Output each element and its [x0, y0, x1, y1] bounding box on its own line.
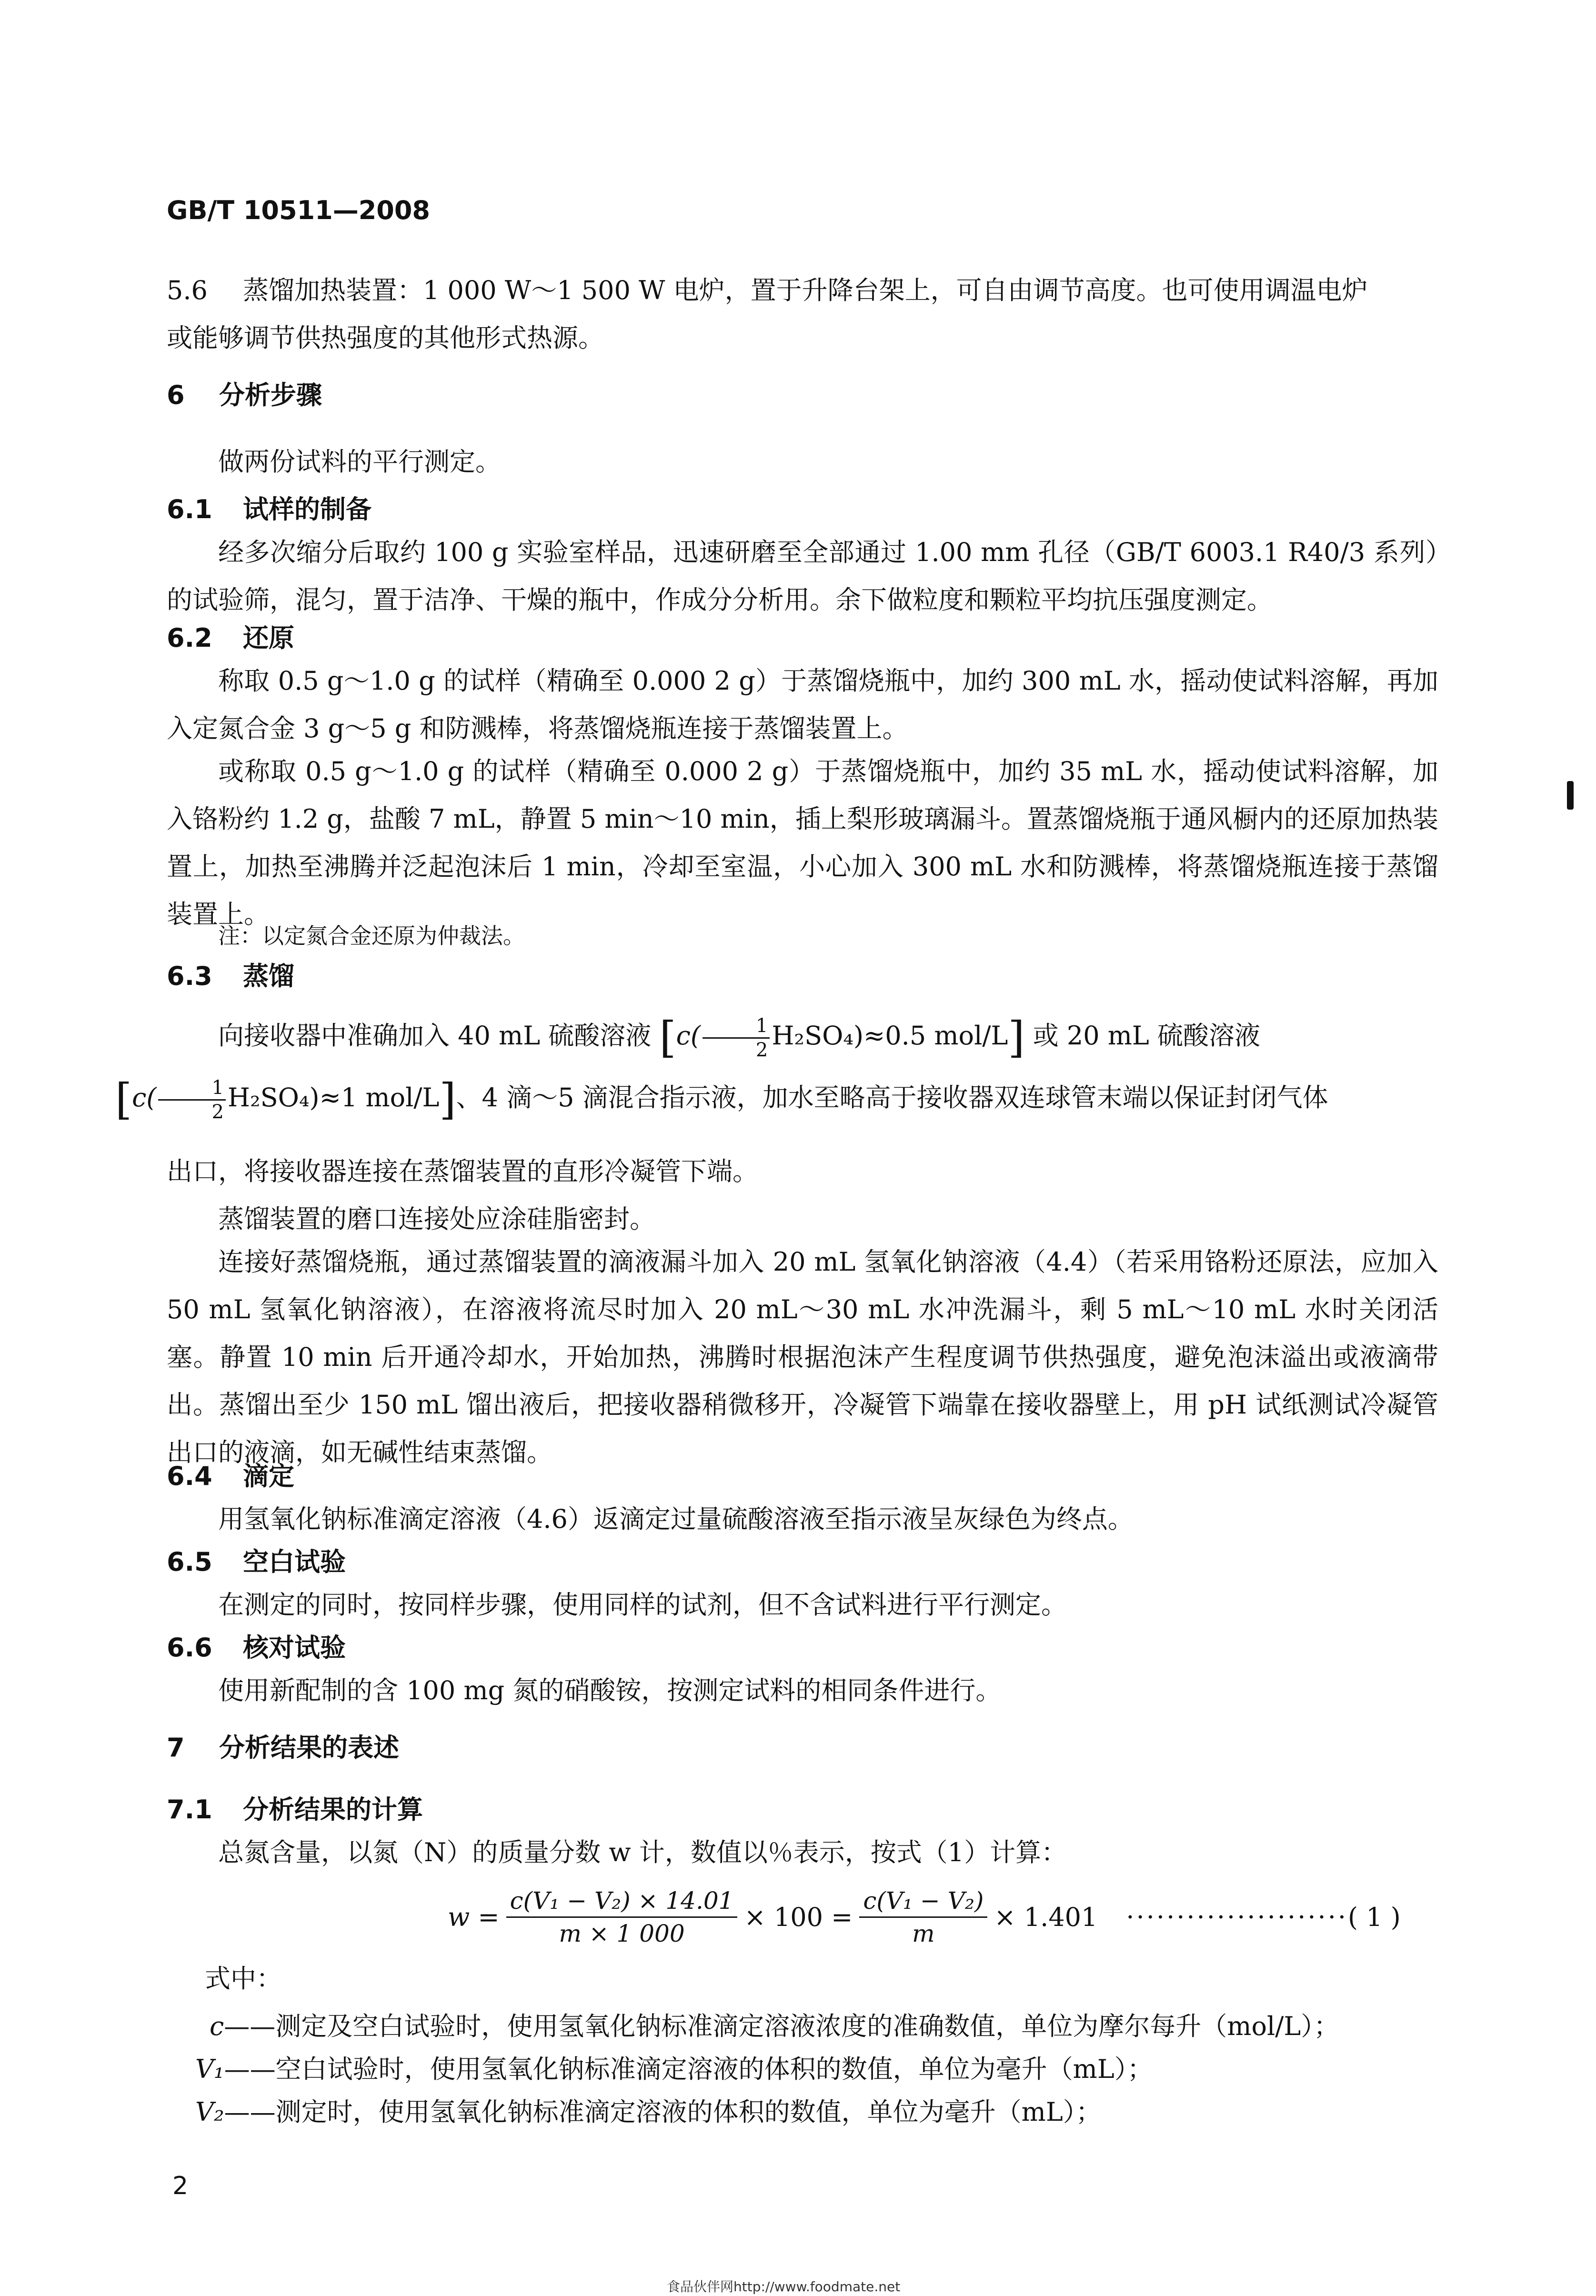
conc-symbol: c(: [676, 1021, 701, 1051]
section-7-heading: [167, 1729, 399, 1767]
section-6-6-text: 使用新配制的含 100 mg 氮的硝酸铵，按测定试料的相同条件进行。: [218, 1675, 1002, 1705]
formula-fraction-1-denominator: m × 1 000: [559, 1919, 685, 1947]
formula-lhs: w =: [448, 1902, 500, 1932]
variable-c-symbol: c: [210, 2011, 224, 2041]
fraction-numerator-2: 1: [158, 1076, 225, 1101]
fraction-half-2: [158, 1076, 225, 1123]
variable-v2: [195, 2091, 1102, 2134]
section-5-6-line2: 或能够调节供热强度的其他形式热源。: [167, 323, 604, 353]
conc-symbol-2: c(: [132, 1083, 157, 1113]
section-7-1-title: 分析结果的计算: [243, 1795, 423, 1825]
section-6-3-title: 蒸馏: [243, 961, 294, 991]
standard-number: GB/T 10511—2008: [167, 195, 430, 225]
variable-v2-symbol: V₂: [195, 2097, 224, 2127]
section-7-title: 分析结果的表述: [219, 1733, 399, 1763]
acid-formula: H₂SO₄)≈0.5 mol/L: [772, 1021, 1008, 1051]
section-6-5-number: 6.5: [167, 1547, 212, 1577]
section-6-1-heading: [167, 491, 371, 529]
formula-1: [448, 1881, 1434, 1953]
section-6-4-text: 用氢氧化钠标准滴定溶液（4.6）返滴定过量硫酸溶液至指示液呈灰绿色为终点。: [218, 1504, 1134, 1534]
section-6-5-text: 在测定的同时，按同样步骤，使用同样的试剂，但不含试料进行平行测定。: [218, 1590, 1067, 1620]
section-6-5-heading: [167, 1543, 346, 1581]
section-6-2-number: 6.2: [167, 623, 212, 653]
acid-alt-text: 或 20 mL 硫酸溶液: [1033, 1021, 1260, 1051]
section-6-1-number: 6.1: [167, 494, 212, 524]
acid-formula-2: H₂SO₄)≈1 mol/L: [227, 1083, 440, 1113]
left-bracket-2: [: [115, 1074, 132, 1124]
footer-watermark: 食品伙伴网http://www.foodmate.net: [667, 2279, 901, 2295]
left-bracket: [: [659, 1013, 676, 1063]
section-7-1-heading: [167, 1791, 423, 1829]
section-6-4-title: 滴定: [243, 1461, 294, 1491]
section-6-3-line3: 出口，将接收器连接在蒸馏装置的直形冷凝管下端。: [167, 1156, 758, 1186]
formula-equation-number: ( 1 ): [1348, 1902, 1401, 1932]
formula-fraction-2: [859, 1885, 987, 1949]
section-6-3-para1: [115, 1005, 1438, 1129]
variable-c: [210, 2005, 1339, 2048]
fraction-numerator: 1: [703, 1014, 770, 1039]
indicator-text: 、4 滴～5 滴混合指示液，加水至略高于接收器双连球管末端以保证封闭气体: [456, 1083, 1328, 1113]
variable-v1-symbol: V₁: [195, 2054, 224, 2084]
section-6-3-number: 6.3: [167, 961, 212, 991]
right-bracket-2: ]: [439, 1074, 456, 1124]
section-6-1-text: 经多次缩分后取约 100 g 实验室样品，迅速研磨至全部通过 1.00 mm 孔径（GB/T 6003.1 R40/3 系列）的试验筛，混匀，置于洁净、干燥的瓶中，作成分分析用。余下做粒度和颗粒平均抗压强度测定。: [167, 537, 1438, 615]
section-6-4-number: 6.4: [167, 1461, 212, 1491]
formula-fraction-2-numerator: c(V₁ − V₂): [859, 1885, 987, 1918]
section-5-6-line1: 蒸馏加热装置：1 000 W～1 500 W 电炉，置于升降台架上，可自由调节高度。也可使用调温电炉: [243, 275, 1368, 305]
right-bracket: ]: [1008, 1013, 1025, 1063]
variable-v1-definition: ——空白试验时，使用氢氧化钠标准滴定溶液的体积的数值，单位为毫升（mL）；: [224, 2054, 1153, 2084]
section-6-2-para2: 或称取 0.5 g～1.0 g 的试样（精确至 0.000 2 g）于蒸馏烧瓶中，加约 35 mL 水，摇动使试料溶解，加入铬粉约 1.2 g，盐酸 7 mL，静置 5 min～10 min，插上梨形玻璃漏斗。置蒸馏烧瓶于通风橱内的还原加热装置上，加热至沸腾并泛起泡沫后 1 min，冷却至室温，小心加入 300 mL 水和防溅棒，将蒸馏烧瓶连接于蒸馏装置上。: [167, 756, 1438, 929]
formula-leader-dots: ······················: [1126, 1902, 1348, 1932]
acid-intro-text: 向接收器中准确加入 40 mL 硫酸溶液: [218, 1021, 652, 1051]
formula-fraction-2-denominator: m: [912, 1919, 935, 1947]
section-7-1-number: 7.1: [167, 1795, 212, 1825]
section-6-4-heading: [167, 1457, 294, 1495]
where-label: 式中：: [205, 1964, 282, 1994]
section-6-5-title: 空白试验: [243, 1547, 346, 1577]
section-6-number: 6: [167, 380, 185, 410]
scan-edge-mark: [1567, 781, 1574, 810]
section-6-6-heading: [167, 1629, 346, 1667]
section-5-6: [167, 267, 1438, 362]
section-7-1-text: 总氮含量，以氮（N）的质量分数 w 计，数值以％表示，按式（1）计算：: [218, 1837, 1067, 1867]
variable-c-definition: ——测定及空白试验时，使用氢氧化钠标准滴定溶液浓度的准确数值，单位为摩尔每升（mol/L）；: [224, 2011, 1340, 2041]
section-7-number: 7: [167, 1733, 185, 1763]
page-number: 2: [172, 2172, 189, 2200]
formula-tail: × 1.401: [994, 1902, 1098, 1932]
section-5-6-number: 5.6: [167, 275, 208, 305]
section-6-1-title: 试样的制备: [243, 494, 371, 524]
section-6-3-para2: 蒸馏装置的磨口连接处应涂硅脂密封。: [218, 1204, 655, 1234]
section-6-2-para1: 称取 0.5 g～1.0 g 的试样（精确至 0.000 2 g）于蒸馏烧瓶中，加约 300 mL 水，摇动使试料溶解，再加入定氮合金 3 g～5 g 和防溅棒，将蒸馏烧瓶连接于蒸馏装置上。: [167, 666, 1438, 743]
formula-fraction-1: [506, 1885, 738, 1949]
section-6-title: 分析步骤: [219, 380, 322, 410]
variable-v1: [195, 2048, 1153, 2091]
fraction-half: [703, 1014, 770, 1062]
section-6-6-number: 6.6: [167, 1633, 212, 1663]
formula-middle: × 100 =: [744, 1902, 853, 1932]
section-6-2-heading: [167, 619, 294, 657]
fraction-denominator-2: 2: [211, 1101, 224, 1123]
fraction-denominator: 2: [755, 1039, 768, 1061]
section-6-3-para3: 连接好蒸馏烧瓶，通过蒸馏装置的滴液漏斗加入 20 mL 氢氧化钠溶液（4.4）（若采用铬粉还原法，应加入 50 mL 氢氧化钠溶液），在溶液将流尽时加入 20 mL～30 mL 水冲洗漏斗，剩 5 mL～10 mL 水时关闭活塞。静置 10 min 后开通冷却水，开始加热，沸腾时根据泡沫产生程度调节供热强度，避免泡沫溢出或液滴带出。蒸馏出至少 150 mL 馏出液后，把接收器稍微移开，冷凝管下端靠在接收器壁上，用 pH 试纸测试冷凝管出口的液滴，如无碱性结束蒸馏。: [167, 1247, 1438, 1467]
variable-v2-definition: ——测定时，使用氢氧化钠标准滴定溶液的体积的数值，单位为毫升（mL）；: [224, 2097, 1102, 2127]
section-6-3-heading: [167, 957, 294, 995]
section-6-intro: 做两份试料的平行测定。: [218, 447, 501, 477]
section-6-6-title: 核对试验: [243, 1633, 346, 1663]
section-6-2-title: 还原: [243, 623, 294, 653]
formula-fraction-1-numerator: c(V₁ − V₂) × 14.01: [506, 1885, 738, 1918]
section-6-2-note: 注：以定氮合金还原为仲裁法。: [218, 923, 525, 949]
section-6-heading: [167, 376, 322, 414]
